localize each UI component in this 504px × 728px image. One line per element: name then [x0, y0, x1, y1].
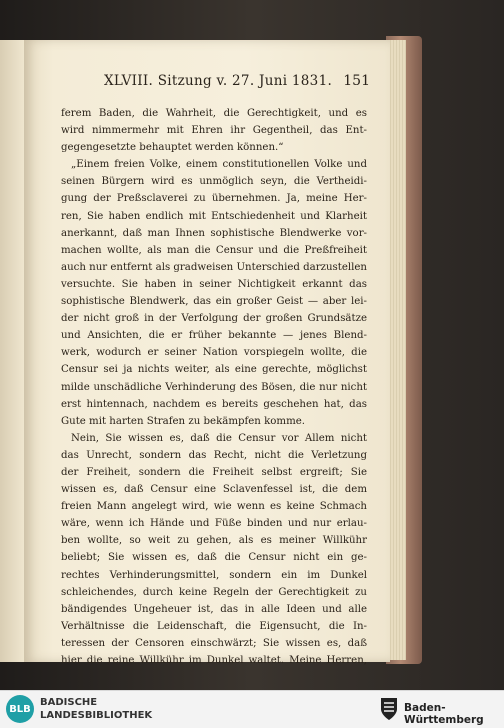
library-name[interactable] — [40, 696, 152, 722]
text-line: „Einem freien Volke, einem constitutionellen Volke und — [71, 159, 367, 171]
text-line: bändigendes Ungeheuer ist, das in alle Ideen und alle — [61, 603, 367, 615]
text-line: erst hintennach, nachdem es bereits geschehen hat, das — [61, 398, 367, 410]
text-line: wird nimmermehr mit Ehren ihr Gegentheil, das Ent- — [61, 125, 367, 137]
text-line: auch nur entfernt als gradweisen Unterschied darzustellen — [61, 261, 367, 273]
body-text — [61, 105, 367, 669]
text-line: wissen es, daß Censur eine Sclavenfessel ist, die dem — [61, 484, 367, 496]
state-name[interactable]: Baden-Württemberg — [404, 702, 484, 726]
text-line: werk, wodurch er seiner Nation vorspiegeln wollte, die — [61, 347, 367, 359]
text-line: ferem Baden, die Wahrheit, die Gerechtigkeit, und es — [61, 108, 367, 119]
text-line: und Ansichten, die er früher bekannte — jenes Blend- — [61, 330, 367, 342]
text-line: anerkannt, daß man Ihnen sophistische Blendwerke vor- — [61, 227, 367, 239]
blb-logo-icon[interactable]: BLB — [6, 695, 34, 723]
page-stack-edge — [388, 40, 406, 660]
text-line: das Unrecht, sondern das Recht, nicht die Verletzung — [61, 449, 367, 461]
text-line: teressen der Censoren einschwärzt; Sie wissen es, daß — [61, 637, 367, 649]
text-line: rechtes Verhinderungsmittel, sondern ein im Dunkel — [61, 569, 367, 581]
text-line: der nicht groß in der Verfolgung der großen Grundsätze — [61, 313, 367, 325]
library-name-line2: LANDESBIBLIOTHEK — [40, 710, 153, 721]
viewer-footer — [0, 690, 504, 728]
text-line: milde unschädliche Verhinderung des Bösen, die nur nicht — [61, 381, 367, 393]
text-line: hier die reine Willkühr im Dunkel waltet. Meine Herren, — [61, 655, 367, 666]
text-line: beliebt; Sie wissen es, daß die Censur nicht ein ge- — [61, 552, 367, 564]
page-header — [44, 73, 372, 95]
baden-wuerttemberg-coat-of-arms-icon — [380, 697, 398, 721]
text-line: Censur sei ja nichts weiter, als eine gerechte, möglichst — [61, 364, 367, 376]
text-line: wäre, wenn ich Hände und Füße binden und nur erlau- — [61, 518, 367, 530]
library-name-line1: BADISCHE — [40, 697, 98, 708]
running-head: XLVIII. Sitzung v. 27. Juni 1831. — [104, 73, 333, 89]
text-line: ben wollte, so weit zu gehen, als es meiner Willkühr — [61, 535, 367, 547]
text-line: machen wollte, als man die Censur und die Preßfreiheit — [61, 244, 367, 256]
text-line: seinen Bürgern wird es unmöglich seyn, die Vertheidi- — [61, 176, 367, 188]
text-line: schleichendes, durch keine Regeln der Gerechtigkeit zu — [61, 586, 367, 598]
text-line: gegengesetzte behauptet werden können.“ — [61, 142, 284, 154]
text-line: versuchte. Sie haben in seiner Nichtigkeit erkannt das — [61, 278, 367, 290]
text-line: Verhältnisse die Leidenschaft, die Eigensucht, die In- — [61, 620, 367, 632]
text-line: ren, Sie haben endlich mit Entschiedenheit und Klarheit — [61, 210, 367, 222]
page-number: 151 — [343, 73, 370, 89]
text-line: gung der Preßsclaverei zu übernehmen. Ja, meine Her- — [61, 193, 367, 205]
text-line: Nein, Sie wissen es, daß die Censur vor Allem nicht — [71, 432, 367, 444]
book-page — [24, 40, 390, 666]
text-line: sophistische Blendwerk, das ein großer Geist — aber lei- — [61, 296, 367, 308]
facing-page-edge — [0, 40, 25, 662]
text-line: freien Mann angelegt wird, wie wenn es keine Schmach — [61, 501, 367, 513]
text-line: der Freiheit, sondern die Freiheit selbst ergreift; Sie — [61, 466, 367, 478]
text-line: Gute mit harten Strafen zu bekämpfen komme. — [61, 415, 305, 427]
